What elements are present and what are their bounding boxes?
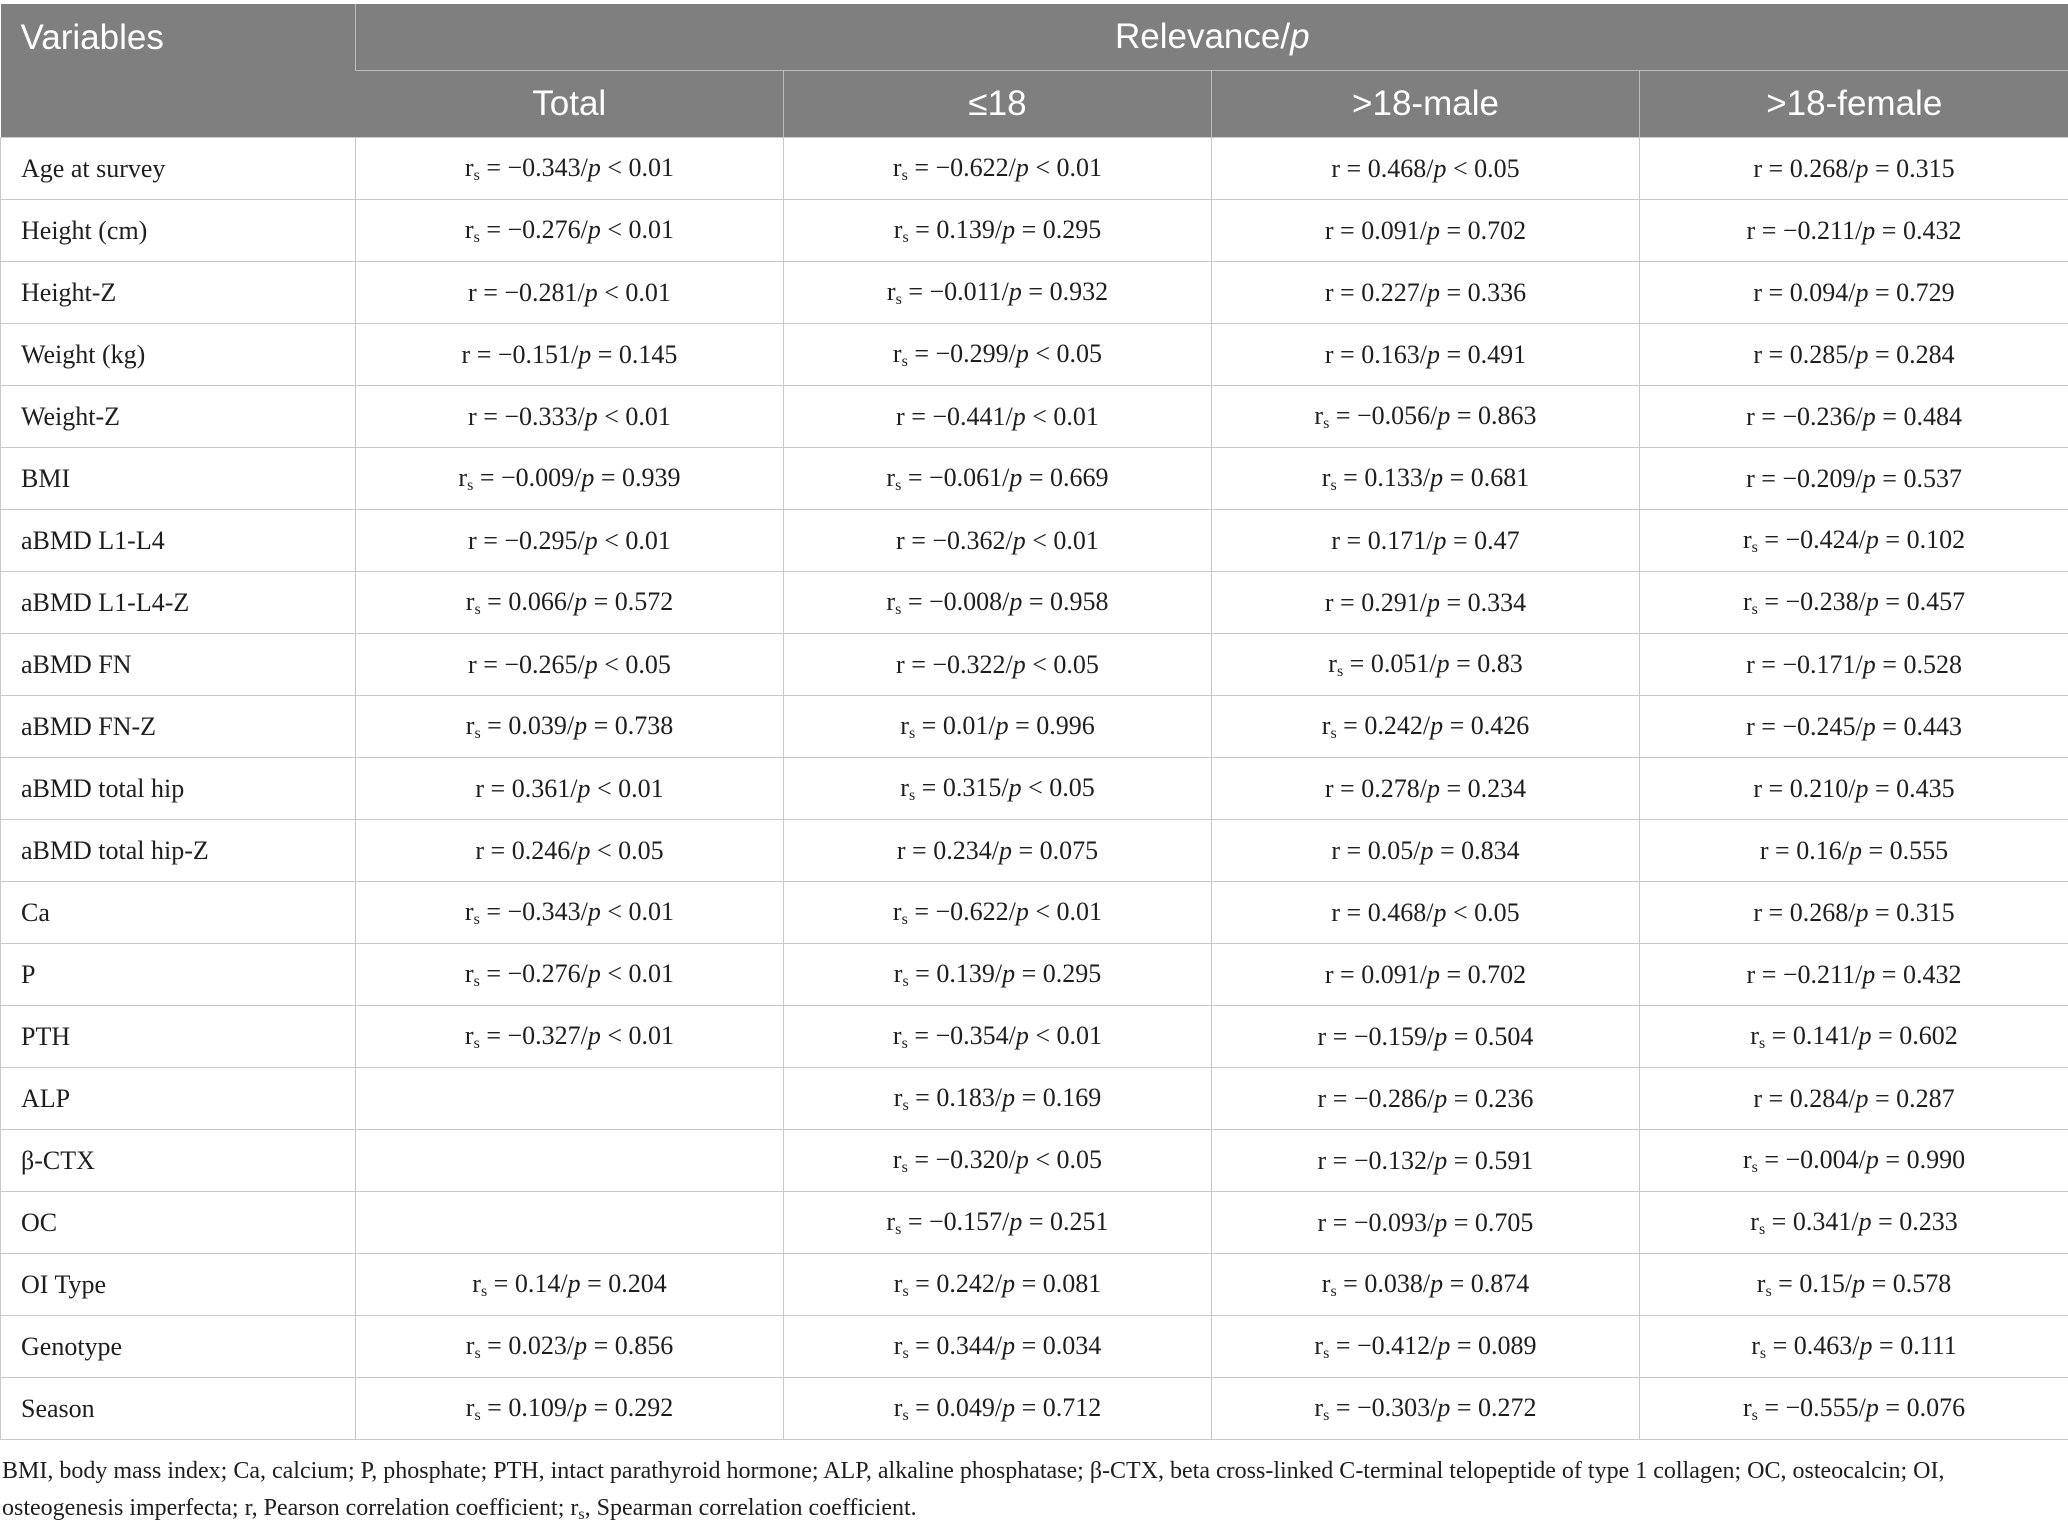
cell-over-18-male: $r_s = 0.133/p = 0.681$ bbox=[1212, 448, 1640, 510]
cell-over-18-male: r = 0.171/p = 0.47 bbox=[1212, 510, 1640, 572]
row-label: Height-Z bbox=[1, 262, 356, 324]
relevance-header bbox=[356, 4, 2068, 71]
col-header-over-18-female: >18-female bbox=[1640, 71, 2068, 138]
cell-under-18: r = 0.234/p = 0.075 bbox=[784, 820, 1212, 882]
cell-total: $r_s = 0.066/p = 0.572$ bbox=[356, 572, 784, 634]
cell-total: $r_s = 0.109/p = 0.292$ bbox=[356, 1378, 784, 1440]
row-label: Height (cm) bbox=[1, 200, 356, 262]
cell-under-18: $r_s = -0.354/p < 0.01$ bbox=[784, 1006, 1212, 1068]
cell-under-18: $r_s = -0.011/p = 0.932$ bbox=[784, 262, 1212, 324]
cell-under-18: $r_s = 0.183/p = 0.169$ bbox=[784, 1068, 1212, 1130]
cell-over-18-male: r = −0.286/p = 0.236 bbox=[1212, 1068, 1640, 1130]
cell-over-18-male: r = 0.05/p = 0.834 bbox=[1212, 820, 1640, 882]
table-row bbox=[1, 1068, 2068, 1130]
table-row bbox=[1, 262, 2068, 324]
row-label: OI Type bbox=[1, 1254, 356, 1316]
cell-over-18-female: $r_s = -0.555/p = 0.076$ bbox=[1640, 1378, 2068, 1440]
cell-total: $r_s = -0.327/p < 0.01$ bbox=[356, 1006, 784, 1068]
cell-under-18: r = −0.362/p < 0.01 bbox=[784, 510, 1212, 572]
cell-under-18: $r_s = -0.320/p < 0.05$ bbox=[784, 1130, 1212, 1192]
table-row bbox=[1, 448, 2068, 510]
table-row bbox=[1, 386, 2068, 448]
table-row bbox=[1, 944, 2068, 1006]
cell-under-18: $r_s = -0.299/p < 0.05$ bbox=[784, 324, 1212, 386]
cell-total: r = 0.246/p < 0.05 bbox=[356, 820, 784, 882]
cell-over-18-female: r = −0.245/p = 0.443 bbox=[1640, 696, 2068, 758]
cell-over-18-male: $r_s = 0.242/p = 0.426$ bbox=[1212, 696, 1640, 758]
table-row bbox=[1, 510, 2068, 572]
row-label: Genotype bbox=[1, 1316, 356, 1378]
cell-over-18-female: $r_s = 0.463/p = 0.111$ bbox=[1640, 1316, 2068, 1378]
cell-over-18-female: r = 0.268/p = 0.315 bbox=[1640, 138, 2068, 200]
cell-under-18: r = −0.441/p < 0.01 bbox=[784, 386, 1212, 448]
cell-under-18: $r_s = -0.061/p = 0.669$ bbox=[784, 448, 1212, 510]
relevance-p-label: p bbox=[1290, 17, 1309, 56]
cell-under-18: $r_s = 0.344/p = 0.034$ bbox=[784, 1316, 1212, 1378]
row-label: β-CTX bbox=[1, 1130, 356, 1192]
row-label: Weight (kg) bbox=[1, 324, 356, 386]
cell-total bbox=[356, 1192, 784, 1254]
cell-over-18-female: r = 0.16/p = 0.555 bbox=[1640, 820, 2068, 882]
correlation-table bbox=[0, 4, 2068, 1440]
cell-over-18-female: r = −0.211/p = 0.432 bbox=[1640, 944, 2068, 1006]
cell-total: r = −0.265/p < 0.05 bbox=[356, 634, 784, 696]
cell-under-18: $r_s = 0.139/p = 0.295$ bbox=[784, 200, 1212, 262]
table-row bbox=[1, 634, 2068, 696]
cell-over-18-male: r = 0.291/p = 0.334 bbox=[1212, 572, 1640, 634]
cell-over-18-female: r = 0.210/p = 0.435 bbox=[1640, 758, 2068, 820]
cell-over-18-male: r = 0.468/p < 0.05 bbox=[1212, 882, 1640, 944]
row-label: aBMD FN-Z bbox=[1, 696, 356, 758]
cell-total bbox=[356, 1130, 784, 1192]
cell-under-18: $r_s = -0.008/p = 0.958$ bbox=[784, 572, 1212, 634]
cell-total: r = −0.295/p < 0.01 bbox=[356, 510, 784, 572]
cell-total: $r_s = -0.276/p < 0.01$ bbox=[356, 944, 784, 1006]
col-header-over-18-male: >18-male bbox=[1212, 71, 1640, 138]
cell-over-18-male: r = 0.227/p = 0.336 bbox=[1212, 262, 1640, 324]
cell-total: $r_s = -0.343/p < 0.01$ bbox=[356, 138, 784, 200]
cell-over-18-female: $r_s = 0.141/p = 0.602$ bbox=[1640, 1006, 2068, 1068]
table-body bbox=[1, 138, 2068, 1440]
table-row bbox=[1, 1378, 2068, 1440]
row-label: aBMD total hip bbox=[1, 758, 356, 820]
row-label: Ca bbox=[1, 882, 356, 944]
row-label: Season bbox=[1, 1378, 356, 1440]
table-row bbox=[1, 200, 2068, 262]
cell-under-18: $r_s = 0.139/p = 0.295$ bbox=[784, 944, 1212, 1006]
cell-over-18-male: r = −0.159/p = 0.504 bbox=[1212, 1006, 1640, 1068]
cell-over-18-female: r = −0.236/p = 0.484 bbox=[1640, 386, 2068, 448]
cell-over-18-female: r = −0.171/p = 0.528 bbox=[1640, 634, 2068, 696]
table-footnote: BMI, body mass index; Ca, calcium; P, phosphate; PTH, intact parathyroid hormone; ALP, alkaline phosphatase; β-CTX, beta cross-linked C-terminal telopeptide of type 1 collagen; OC, osteocalcin; OI, osteogenesis imperfecta; r, Pearson correlation coefficient; $r_s$, Spearman correlation coefficient. bbox=[2, 1453, 2042, 1533]
row-label: aBMD L1-L4-Z bbox=[1, 572, 356, 634]
row-label: aBMD L1-L4 bbox=[1, 510, 356, 572]
cell-total bbox=[356, 1068, 784, 1130]
cell-total: $r_s = 0.039/p = 0.738$ bbox=[356, 696, 784, 758]
cell-over-18-male: r = 0.091/p = 0.702 bbox=[1212, 944, 1640, 1006]
table-row bbox=[1, 758, 2068, 820]
cell-over-18-female: $r_s = -0.424/p = 0.102$ bbox=[1640, 510, 2068, 572]
cell-over-18-male: $r_s = 0.051/p = 0.83$ bbox=[1212, 634, 1640, 696]
cell-over-18-female: $r_s = 0.341/p = 0.233$ bbox=[1640, 1192, 2068, 1254]
cell-total: $r_s = -0.343/p < 0.01$ bbox=[356, 882, 784, 944]
cell-over-18-female: r = 0.268/p = 0.315 bbox=[1640, 882, 2068, 944]
cell-under-18: $r_s = 0.01/p = 0.996$ bbox=[784, 696, 1212, 758]
cell-over-18-female: r = −0.211/p = 0.432 bbox=[1640, 200, 2068, 262]
cell-over-18-female: $r_s = -0.004/p = 0.990$ bbox=[1640, 1130, 2068, 1192]
cell-under-18: $r_s = -0.622/p < 0.01$ bbox=[784, 882, 1212, 944]
row-label: PTH bbox=[1, 1006, 356, 1068]
cell-over-18-male: $r_s = -0.056/p = 0.863$ bbox=[1212, 386, 1640, 448]
row-label: aBMD total hip-Z bbox=[1, 820, 356, 882]
cell-over-18-female: $r_s = -0.238/p = 0.457$ bbox=[1640, 572, 2068, 634]
table-row bbox=[1, 696, 2068, 758]
row-label: aBMD FN bbox=[1, 634, 356, 696]
cell-under-18: r = −0.322/p < 0.05 bbox=[784, 634, 1212, 696]
table-row bbox=[1, 820, 2068, 882]
row-label: BMI bbox=[1, 448, 356, 510]
cell-over-18-male: $r_s = -0.412/p = 0.089$ bbox=[1212, 1316, 1640, 1378]
cell-total: $r_s = 0.14/p = 0.204$ bbox=[356, 1254, 784, 1316]
variables-header: Variables bbox=[1, 4, 356, 138]
table-row bbox=[1, 324, 2068, 386]
table-row bbox=[1, 138, 2068, 200]
table-row bbox=[1, 1254, 2068, 1316]
row-label: ALP bbox=[1, 1068, 356, 1130]
cell-total: r = 0.361/p < 0.01 bbox=[356, 758, 784, 820]
cell-total: r = −0.281/p < 0.01 bbox=[356, 262, 784, 324]
table-row bbox=[1, 882, 2068, 944]
cell-under-18: $r_s = 0.242/p = 0.081$ bbox=[784, 1254, 1212, 1316]
table-header bbox=[1, 4, 2068, 138]
cell-over-18-male: r = 0.468/p < 0.05 bbox=[1212, 138, 1640, 200]
cell-total: $r_s = -0.276/p < 0.01$ bbox=[356, 200, 784, 262]
cell-over-18-male: $r_s = -0.303/p = 0.272$ bbox=[1212, 1378, 1640, 1440]
relevance-label: Relevance/ bbox=[1115, 17, 1290, 56]
cell-total: r = −0.151/p = 0.145 bbox=[356, 324, 784, 386]
cell-total: $r_s = -0.009/p = 0.939$ bbox=[356, 448, 784, 510]
cell-total: r = −0.333/p < 0.01 bbox=[356, 386, 784, 448]
table-row bbox=[1, 572, 2068, 634]
cell-under-18: $r_s = 0.315/p < 0.05$ bbox=[784, 758, 1212, 820]
row-label: Age at survey bbox=[1, 138, 356, 200]
header-row-top bbox=[1, 4, 2068, 71]
table-row bbox=[1, 1006, 2068, 1068]
cell-over-18-male: r = 0.278/p = 0.234 bbox=[1212, 758, 1640, 820]
table-row bbox=[1, 1130, 2068, 1192]
cell-under-18: $r_s = 0.049/p = 0.712$ bbox=[784, 1378, 1212, 1440]
cell-over-18-female: r = 0.284/p = 0.287 bbox=[1640, 1068, 2068, 1130]
table-row bbox=[1, 1316, 2068, 1378]
cell-over-18-female: r = 0.285/p = 0.284 bbox=[1640, 324, 2068, 386]
col-header-under-18: ≤18 bbox=[784, 71, 1212, 138]
cell-over-18-male: r = 0.091/p = 0.702 bbox=[1212, 200, 1640, 262]
cell-under-18: $r_s = -0.622/p < 0.01$ bbox=[784, 138, 1212, 200]
table-row bbox=[1, 1192, 2068, 1254]
cell-over-18-male: r = 0.163/p = 0.491 bbox=[1212, 324, 1640, 386]
cell-over-18-female: r = 0.094/p = 0.729 bbox=[1640, 262, 2068, 324]
cell-over-18-female: r = −0.209/p = 0.537 bbox=[1640, 448, 2068, 510]
cell-total: $r_s = 0.023/p = 0.856$ bbox=[356, 1316, 784, 1378]
row-label: OC bbox=[1, 1192, 356, 1254]
cell-over-18-male: $r_s = 0.038/p = 0.874$ bbox=[1212, 1254, 1640, 1316]
cell-under-18: $r_s = -0.157/p = 0.251$ bbox=[784, 1192, 1212, 1254]
col-header-total: Total bbox=[356, 71, 784, 138]
row-label: Weight-Z bbox=[1, 386, 356, 448]
row-label: P bbox=[1, 944, 356, 1006]
cell-over-18-male: r = −0.132/p = 0.591 bbox=[1212, 1130, 1640, 1192]
cell-over-18-male: r = −0.093/p = 0.705 bbox=[1212, 1192, 1640, 1254]
cell-over-18-female: $r_s = 0.15/p = 0.578$ bbox=[1640, 1254, 2068, 1316]
